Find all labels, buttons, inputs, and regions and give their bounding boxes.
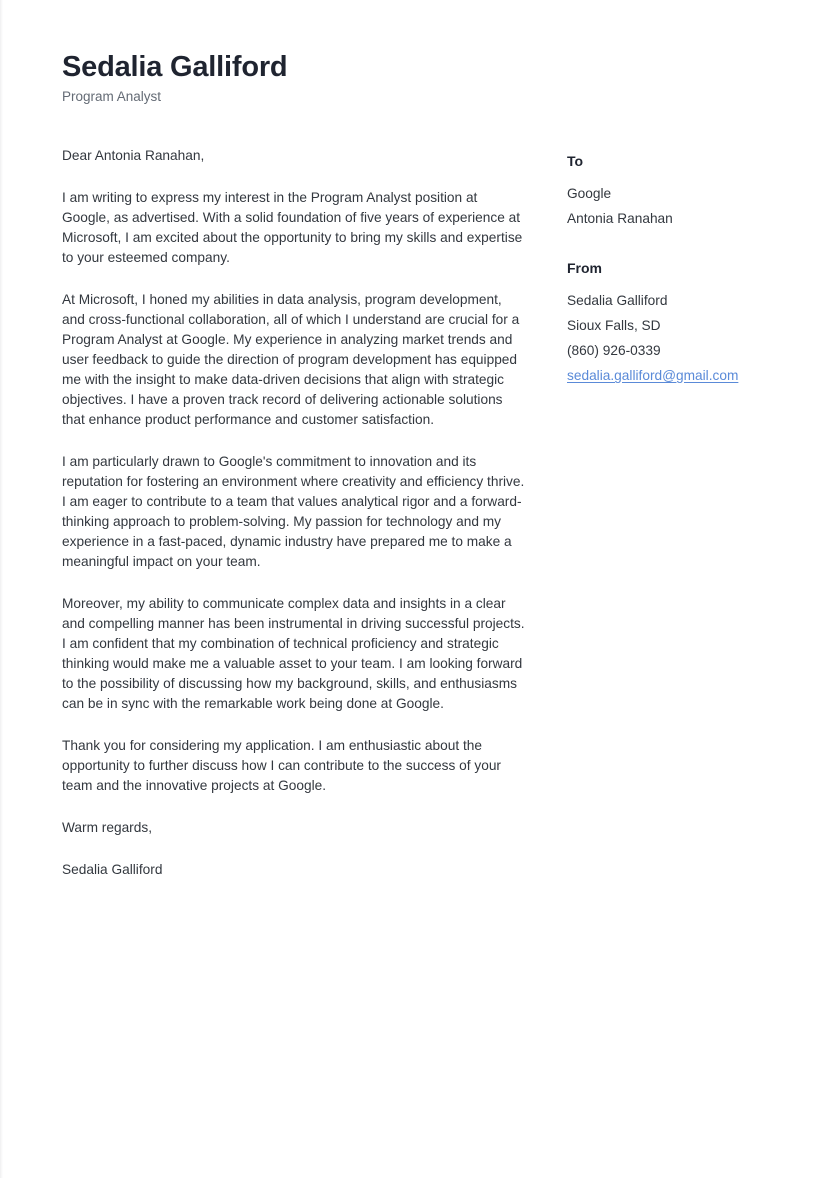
recipient-company: Google: [567, 186, 612, 201]
body-paragraph-3: I am particularly drawn to Google's commitment to innovation and its reputation for fostering an environment where creativity and efficiency thrive. I am eager to contribute to a team that values analytical rigor and a forward-thinking approach to problem-solving. My passion for technology and my experience in a fast-paced, dynamic industry have prepared me to make a meaningful impact on your team.: [62, 454, 525, 569]
sender-email-link[interactable]: sedalia.galliford@gmail.com: [567, 368, 739, 383]
sign-off: Warm regards,: [62, 820, 152, 835]
sender-block: [567, 259, 785, 388]
body-paragraph-5: Thank you for considering my application. I am enthusiastic about the opportunity to further discuss how I can contribute to the success of your team and the innovative projects at Google.: [62, 738, 501, 793]
sender-email-line: [567, 363, 785, 388]
letter-body: [62, 146, 525, 880]
sender-phone: (860) 926-0339: [567, 343, 661, 358]
letter-meta-column: [567, 146, 785, 388]
recipient-heading: To: [567, 153, 584, 169]
recipient-block: [567, 152, 785, 231]
sender-name: Sedalia Galliford: [567, 293, 668, 308]
body-paragraph-1: I am writing to express my interest in the Program Analyst position at Google, as advertised. With a solid foundation of five years of experience at Microsoft, I am excited about the opportunity to bring my skills and expertise to your esteemed company.: [62, 190, 523, 265]
body-paragraph-2: At Microsoft, I honed my abilities in data analysis, program development, and cross-functional collaboration, all of which I understand are crucial for a Program Analyst at Google. My experience in analyzing market trends and user feedback to guide the direction of program development has equipped me with the insight to make data-driven decisions that align with strategic objectives. I have a proven track record of delivering actionable solutions that enhance product performance and customer satisfaction.: [62, 292, 520, 427]
sender-location: Sioux Falls, SD: [567, 318, 661, 333]
applicant-job-title: Program Analyst: [62, 89, 162, 104]
salutation: Dear Antonia Ranahan,: [62, 148, 205, 163]
sender-heading: From: [567, 260, 602, 276]
applicant-name: Sedalia Galliford: [62, 51, 288, 83]
recipient-contact-name: Antonia Ranahan: [567, 211, 673, 226]
letter-header: [62, 50, 682, 105]
signature-name: Sedalia Galliford: [62, 862, 163, 877]
body-paragraph-4: Moreover, my ability to communicate complex data and insights in a clear and compelling manner has been instrumental in driving successful projects. I am confident that my combination of technical proficiency and strategic thinking would make me a valuable asset to your team. I am looking forward to the possibility of discussing how my background, skills, and enthusiasms can be in sync with the remarkable work being done at Google.: [62, 596, 525, 711]
letter-content: [62, 146, 785, 880]
